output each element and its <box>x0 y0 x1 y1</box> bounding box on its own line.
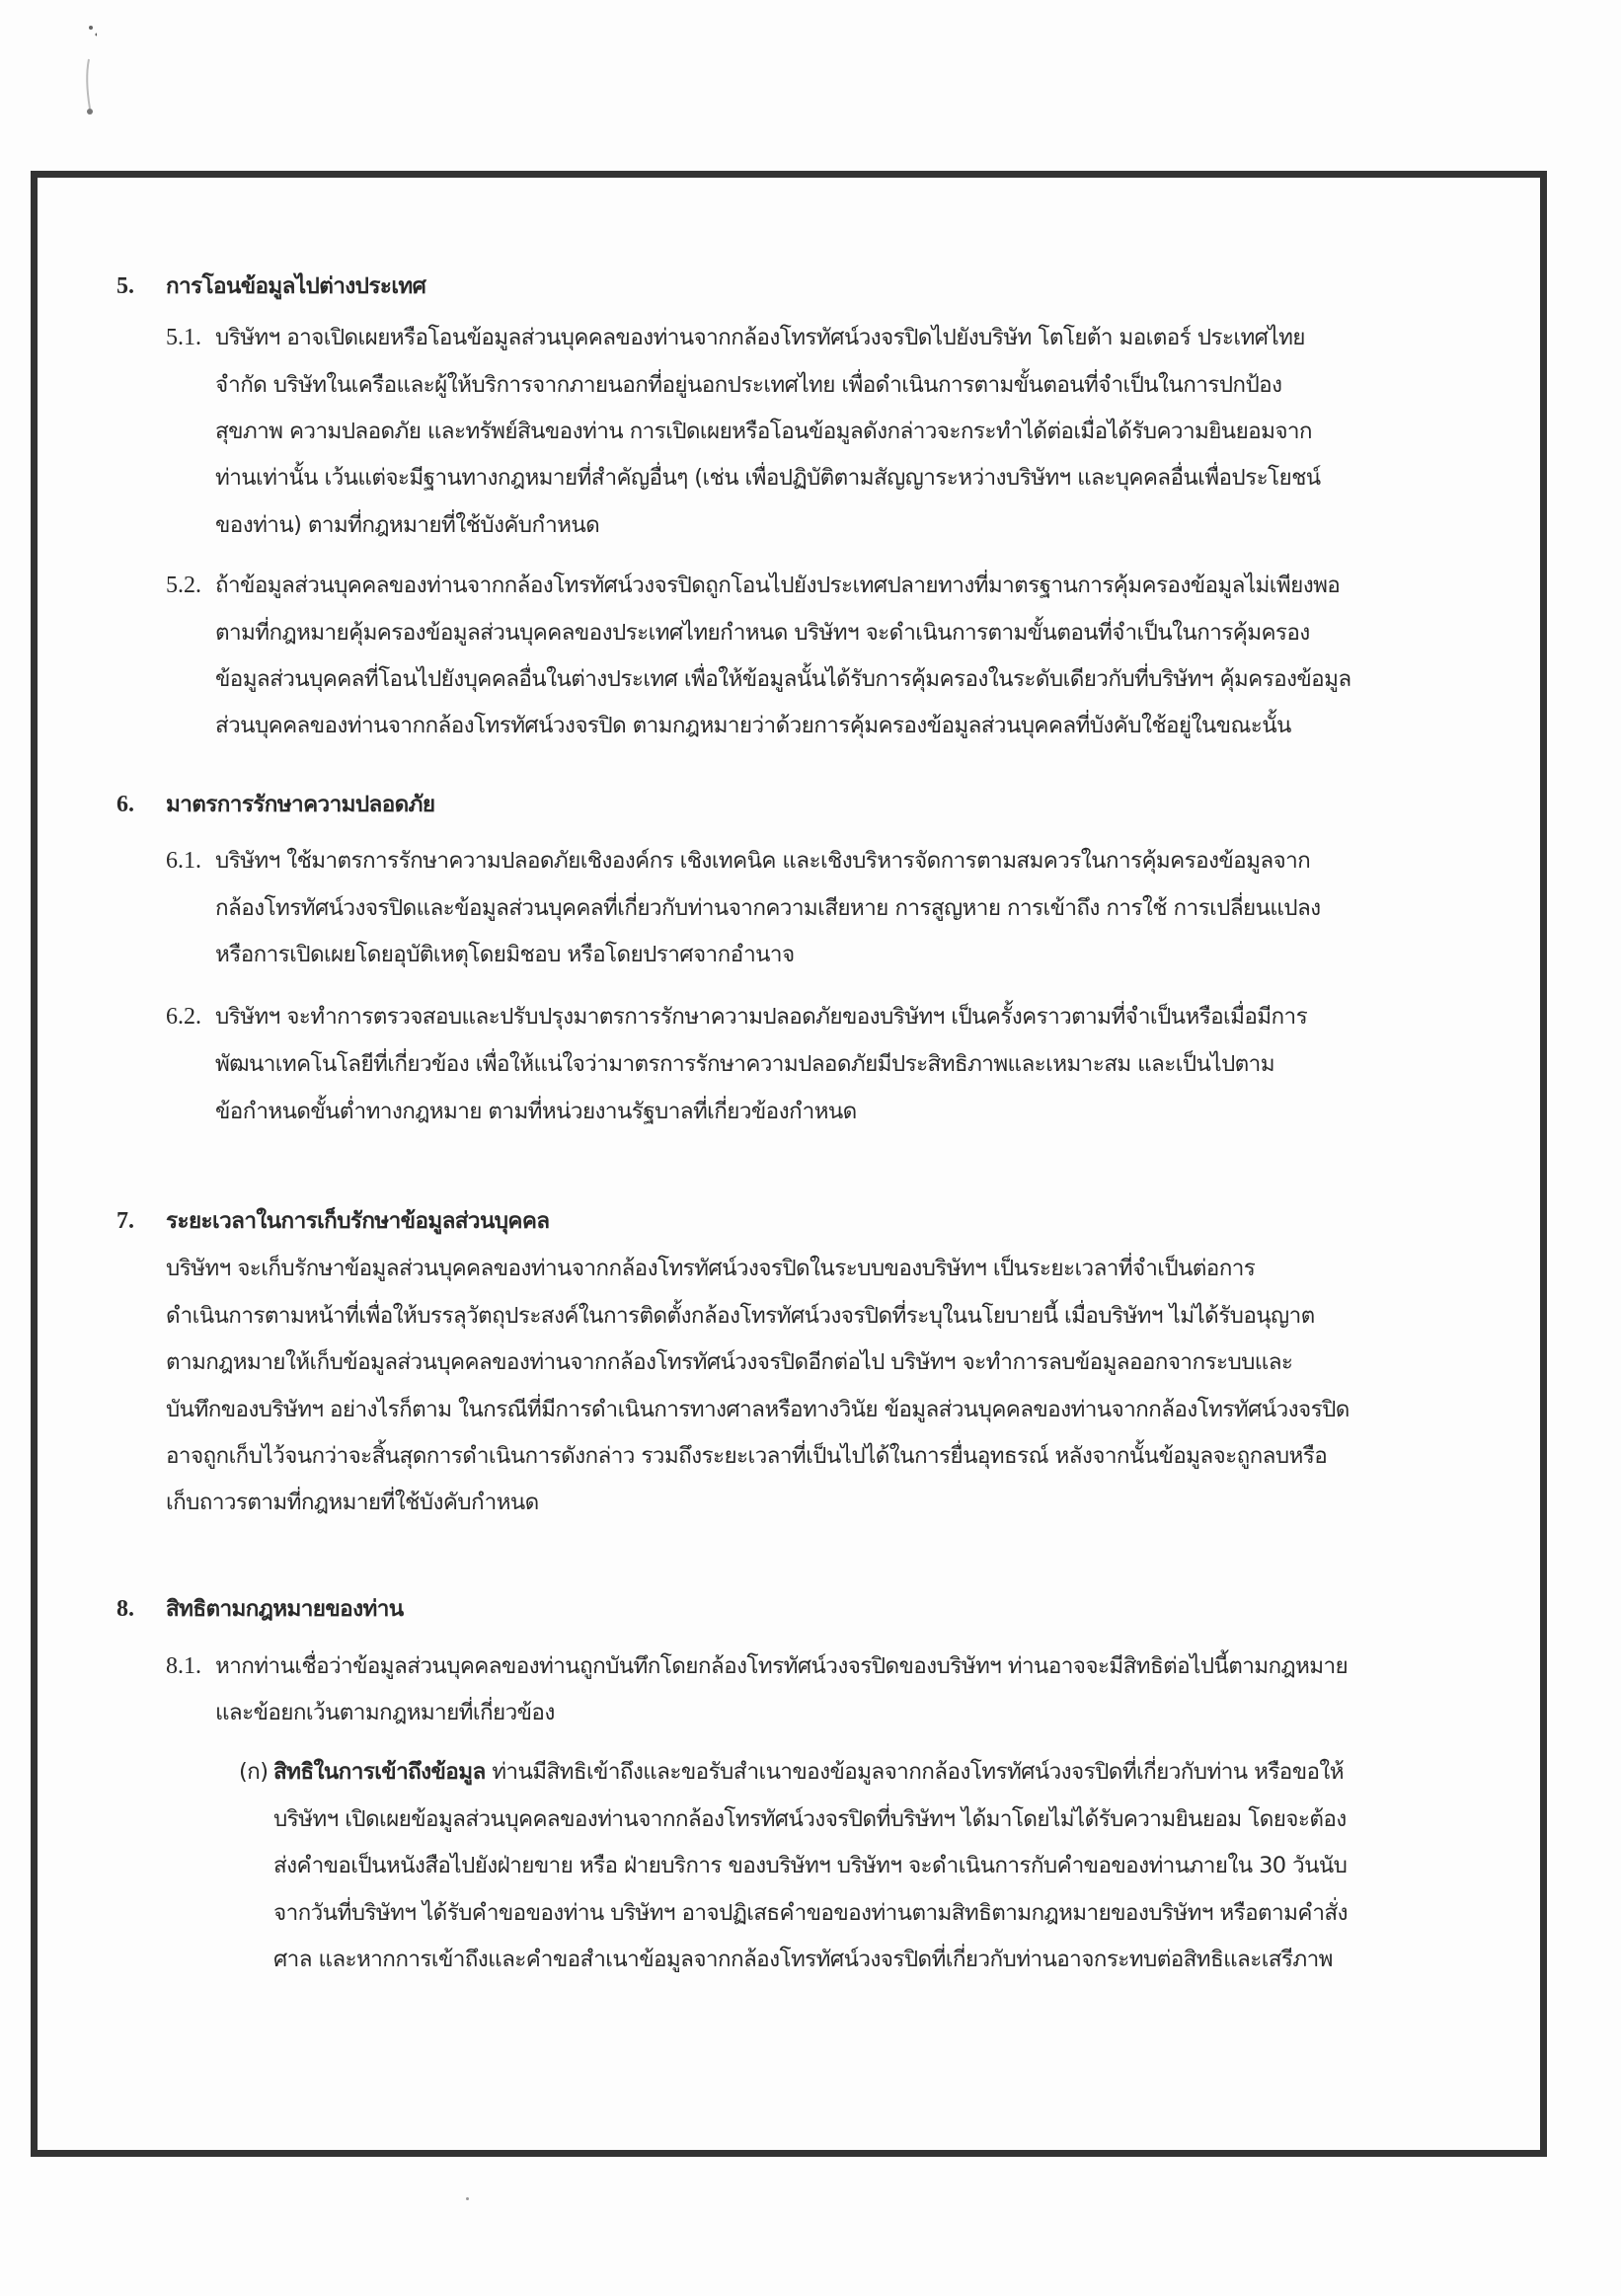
body-line: ดำเนินการตามหน้าที่เพื่อให้บรรลุวัตถุประสงค์ในการติดตั้งกล้องโทรทัศน์วงจรปิดที่ระบุในนโยบายนี้ เมื่อบริษัทฯ ไม่ได้รับอนุญาต <box>166 1303 1315 1329</box>
item-line: บริษัทฯ จะทำการตรวจสอบและปรับปรุงมาตรการรักษาความปลอดภัยของบริษัทฯ เป็นครั้งคราวตามที่จำเป็นหรือเมื่อมีการ <box>215 1004 1308 1030</box>
subitem-first-line <box>273 1757 1344 1787</box>
item-line: ตามที่กฎหมายคุ้มครองข้อมูลส่วนบุคคลของประเทศไทยกำหนด บริษัทฯ จะดำเนินการตามขั้นตอนที่จำเป็นในการคุ้มครอง <box>215 620 1310 646</box>
item-number: 5.1. <box>166 325 201 350</box>
body-line: ตามกฎหมายให้เก็บข้อมูลส่วนบุคคลของท่านจากกล้องโทรทัศน์วงจรปิดอีกต่อไป บริษัทฯ จะทำการลบข้อมูลออกจากระบบและ <box>166 1349 1293 1375</box>
item-number: 6.2. <box>166 1004 201 1030</box>
section-number: 8. <box>116 1596 134 1622</box>
item-line: สุขภาพ ความปลอดภัย และทรัพย์สินของท่าน การเปิดเผยหรือโอนข้อมูลดังกล่าวจะกระทำได้ต่อเมื่อได้รับความยินยอมจาก <box>215 419 1312 444</box>
subitem-bold-lead: สิทธิในการเข้าถึงข้อมูล <box>273 1759 486 1785</box>
item-line: หากท่านเชื่อว่าข้อมูลส่วนบุคคลของท่านถูกบันทึกโดยกล้องโทรทัศน์วงจรปิดของบริษัทฯ ท่านอาจจะมีสิทธิต่อไปนี้ตามกฎหมาย <box>215 1653 1349 1679</box>
body-line: เก็บถาวรตามที่กฎหมายที่ใช้บังคับกำหนด <box>166 1490 539 1515</box>
body-line: บริษัทฯ จะเก็บรักษาข้อมูลส่วนบุคคลของท่านจากกล้องโทรทัศน์วงจรปิดในระบบของบริษัทฯ เป็นระยะเวลาที่จำเป็นต่อการ <box>166 1256 1256 1281</box>
subitem-label: (ก) <box>239 1759 269 1785</box>
item-line: จำกัด บริษัทในเครือและผู้ให้บริการจากภายนอกที่อยู่นอกประเทศไทย เพื่อดำเนินการตามขั้นตอนที่จำเป็นในการปกป้อง <box>215 372 1282 398</box>
section-title: ระยะเวลาในการเก็บรักษาข้อมูลส่วนบุคคล <box>166 1208 550 1234</box>
item-line: ถ้าข้อมูลส่วนบุคคลของท่านจากกล้องโทรทัศน์วงจรปิดถูกโอนไปยังประเทศปลายทางที่มาตรฐานการคุ้มครองข้อมูลไม่เพียงพอ <box>215 573 1341 598</box>
item-line: ข้อมูลส่วนบุคคลที่โอนไปยังบุคคลอื่นในต่างประเทศ เพื่อให้ข้อมูลนั้นได้รับการคุ้มครองในระดับเดียวกับที่บริษัทฯ คุ้มครองข้อมูล <box>215 666 1351 692</box>
item-line: ส่วนบุคคลของท่านจากกล้องโทรทัศน์วงจรปิด ตามกฎหมายว่าด้วยการคุ้มครองข้อมูลส่วนบุคคลที่บังคับใช้อยู่ในขณะนั้น <box>215 713 1291 738</box>
body-line: บันทึกของบริษัทฯ อย่างไรก็ตาม ในกรณีที่มีการดำเนินการทางศาลหรือทางวินัย ข้อมูลส่วนบุคคลของท่านจากกล้องโทรทัศน์วงจรปิด <box>166 1397 1350 1422</box>
section-number: 6. <box>116 792 134 817</box>
item-line: พัฒนาเทคโนโลยีที่เกี่ยวข้อง เพื่อให้แน่ใจว่ามาตรการรักษาความปลอดภัยมีประสิทธิภาพและเหมาะสม และเป็นไปตาม <box>215 1051 1274 1077</box>
item-line: บริษัทฯ ใช้มาตรการรักษาความปลอดภัยเชิงองค์กร เชิงเทคนิค และเชิงบริหารจัดการตามสมควรในการคุ้มครองข้อมูลจาก <box>215 848 1311 874</box>
item-line: กล้องโทรทัศน์วงจรปิดและข้อมูลส่วนบุคคลที่เกี่ยวกับท่านจากความเสียหาย การสูญหาย การเข้าถึง การใช้ การเปลี่ยนแปลง <box>215 895 1321 921</box>
item-line: ข้อกำหนดขั้นต่ำทางกฎหมาย ตามที่หน่วยงานรัฐบาลที่เกี่ยวข้องกำหนด <box>215 1099 857 1124</box>
item-line: และข้อยกเว้นตามกฎหมายที่เกี่ยวข้อง <box>215 1700 555 1725</box>
item-line: หรือการเปิดเผยโดยอุบัติเหตุโดยมิชอบ หรือโดยปราศจากอำนาจ <box>215 942 795 967</box>
item-line: ของท่าน) ตามที่กฎหมายที่ใช้บังคับกำหนด <box>215 512 600 538</box>
item-number: 8.1. <box>166 1653 201 1679</box>
item-number: 5.2. <box>166 573 201 598</box>
section-number: 5. <box>116 273 134 299</box>
scan-speck <box>466 2197 469 2200</box>
subitem-first-line-rest: ท่านมีสิทธิเข้าถึงและขอรับสำเนาของข้อมูลจากกล้องโทรทัศน์วงจรปิดที่เกี่ยวกับท่าน หรือขอให้ <box>485 1759 1345 1785</box>
scan-smudge-mark <box>83 20 97 118</box>
item-line: บริษัทฯ อาจเปิดเผยหรือโอนข้อมูลส่วนบุคคลของท่านจากกล้องโทรทัศน์วงจรปิดไปยังบริษัท โตโยต้า มอเตอร์ ประเทศไทย <box>215 325 1305 350</box>
subitem-line: ศาล และหากการเข้าถึงและคำขอสำเนาข้อมูลจากกล้องโทรทัศน์วงจรปิดที่เกี่ยวกับท่านอาจกระทบต่อสิทธิและเสรีภาพ <box>273 1947 1333 1972</box>
section-title: สิทธิตามกฎหมายของท่าน <box>166 1596 404 1622</box>
section-title: มาตรการรักษาความปลอดภัย <box>166 792 435 817</box>
item-line: ท่านเท่านั้น เว้นแต่จะมีฐานทางกฎหมายที่สำคัญอื่นๆ (เช่น เพื่อปฏิบัติตามสัญญาระหว่างบริษัทฯ และบุคคลอื่นเพื่อประโยชน์ <box>215 465 1321 491</box>
item-number: 6.1. <box>166 848 201 874</box>
subitem-line: บริษัทฯ เปิดเผยข้อมูลส่วนบุคคลของท่านจากกล้องโทรทัศน์วงจรปิดที่บริษัทฯ ได้มาโดยไม่ได้รับความยินยอม โดยจะต้อง <box>273 1806 1347 1832</box>
section-title: การโอนข้อมูลไปต่างประเทศ <box>166 273 426 299</box>
section-number: 7. <box>116 1208 134 1234</box>
body-line: อาจถูกเก็บไว้จนกว่าจะสิ้นสุดการดำเนินการดังกล่าว รวมถึงระยะเวลาที่เป็นไปได้ในการยื่นอุทธรณ์ หลังจากนั้นข้อมูลจะถูกลบหรือ <box>166 1443 1328 1469</box>
subitem-line: ส่งคำขอเป็นหนังสือไปยังฝ่ายขาย หรือ ฝ่ายบริการ ของบริษัทฯ บริษัทฯ จะดำเนินการกับคำขอของท่านภายใน 30 วันนับ <box>273 1853 1348 1878</box>
subitem-line: จากวันที่บริษัทฯ ได้รับคำขอของท่าน บริษัทฯ อาจปฏิเสธคำขอของท่านตามสิทธิตามกฎหมายของบริษัทฯ หรือตามคำสั่ง <box>273 1900 1348 1926</box>
